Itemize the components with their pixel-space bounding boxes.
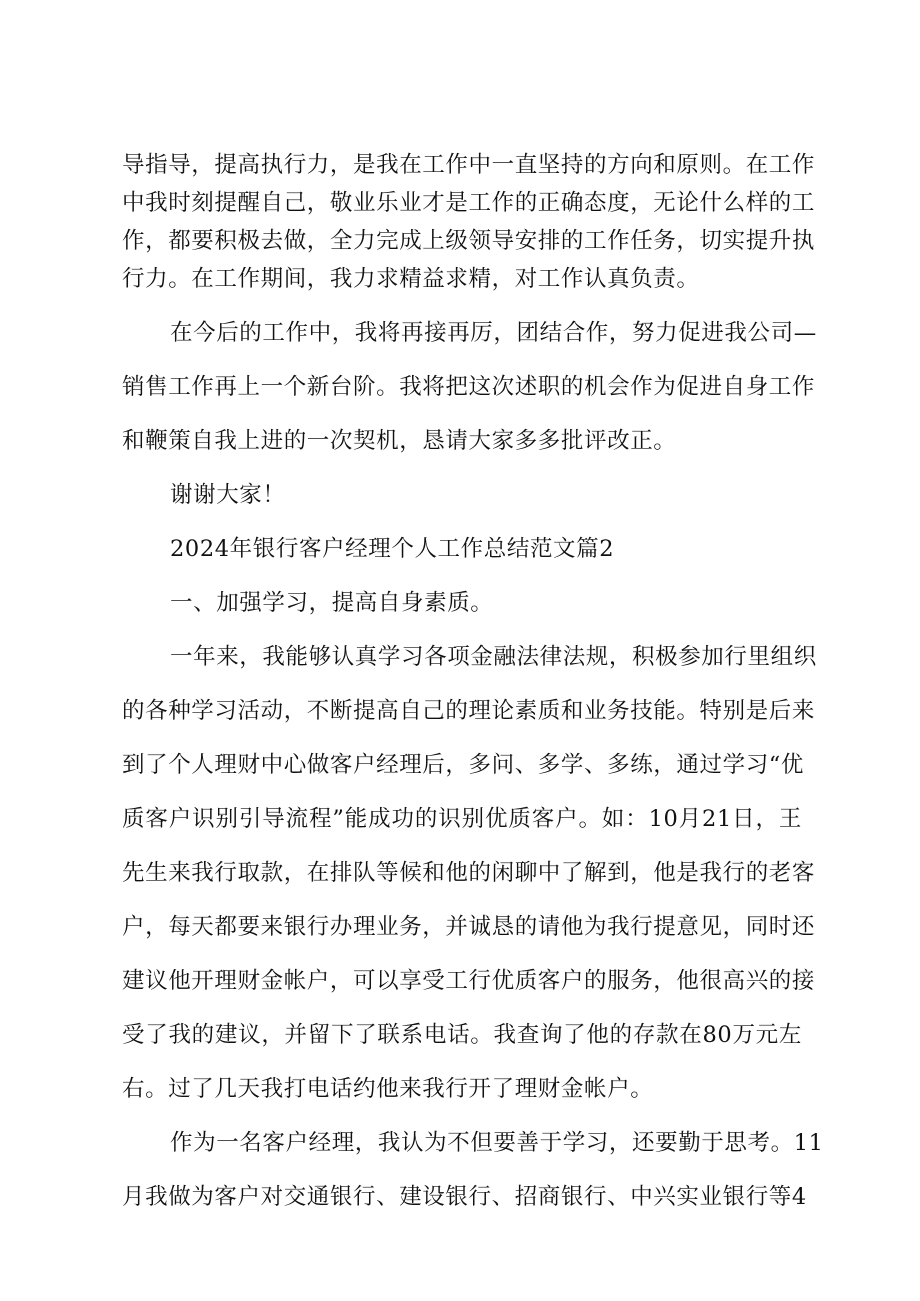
paragraph-line: 的各种学习活动，不断提高自己的理论素质和业务技能。特别是后来 [122, 698, 816, 724]
closing-line: 谢谢大家！ [170, 482, 286, 508]
paragraph-line: 和鞭策自我上进的一次契机，恳请大家多多批评改正。 [122, 428, 677, 454]
paragraph-line: 一年来，我能够认真学习各项金融法律法规，积极参加行里组织 [170, 644, 817, 670]
section-heading: 一、加强学习，提高自身素质。 [170, 590, 494, 616]
paragraph-line: 先生来我行取款，在排队等候和他的闲聊中了解到，他是我行的老客 [122, 860, 816, 886]
section-title: 2024年银行客户经理个人工作总结范文篇2 [170, 536, 615, 562]
paragraph-line: 到了个人理财中心做客户经理后，多问、多学、多练，通过学习“优 [122, 752, 805, 778]
paragraph-line: 月我做为客户对交通银行、建设银行、招商银行、中兴实业银行等4 [122, 1184, 807, 1210]
paragraph-line: 质客户识别引导流程”能成功的识别优质客户。如：10月21日，王 [122, 806, 802, 832]
paragraph-line: 作，都要积极去做，全力完成上级领导安排的工作任务，切实提升执 [122, 228, 816, 254]
paragraph-line: 导指导，提高执行力，是我在工作中一直坚持的方向和原则。在工作 [122, 152, 816, 178]
paragraph-line: 中我时刻提醒自己，敬业乐业才是工作的正确态度，无论什么样的工 [122, 190, 816, 216]
paragraph-line: 户，每天都要来银行办理业务，并诚恳的请他为我行提意见，同时还 [122, 914, 816, 940]
paragraph-line: 建议他开理财金帐户，可以享受工行优质客户的服务，他很高兴的接 [122, 968, 816, 994]
paragraph-line: 销售工作再上一个新台阶。我将把这次述职的机会作为促进自身工作 [122, 374, 816, 400]
paragraph-line: 行力。在工作期间，我力求精益求精，对工作认真负责。 [122, 266, 700, 292]
paragraph-line: 在今后的工作中，我将再接再厉，团结合作，努力促进我公司— [170, 320, 817, 346]
paragraph-line: 右。过了几天我打电话约他来我行开了理财金帐户。 [122, 1076, 654, 1102]
paragraph-line: 受了我的建议，并留下了联系电话。我查询了他的存款在80万元左 [122, 1022, 802, 1048]
paragraph-line: 作为一名客户经理，我认为不但要善于学习，还要勤于思考。11 [170, 1130, 824, 1156]
